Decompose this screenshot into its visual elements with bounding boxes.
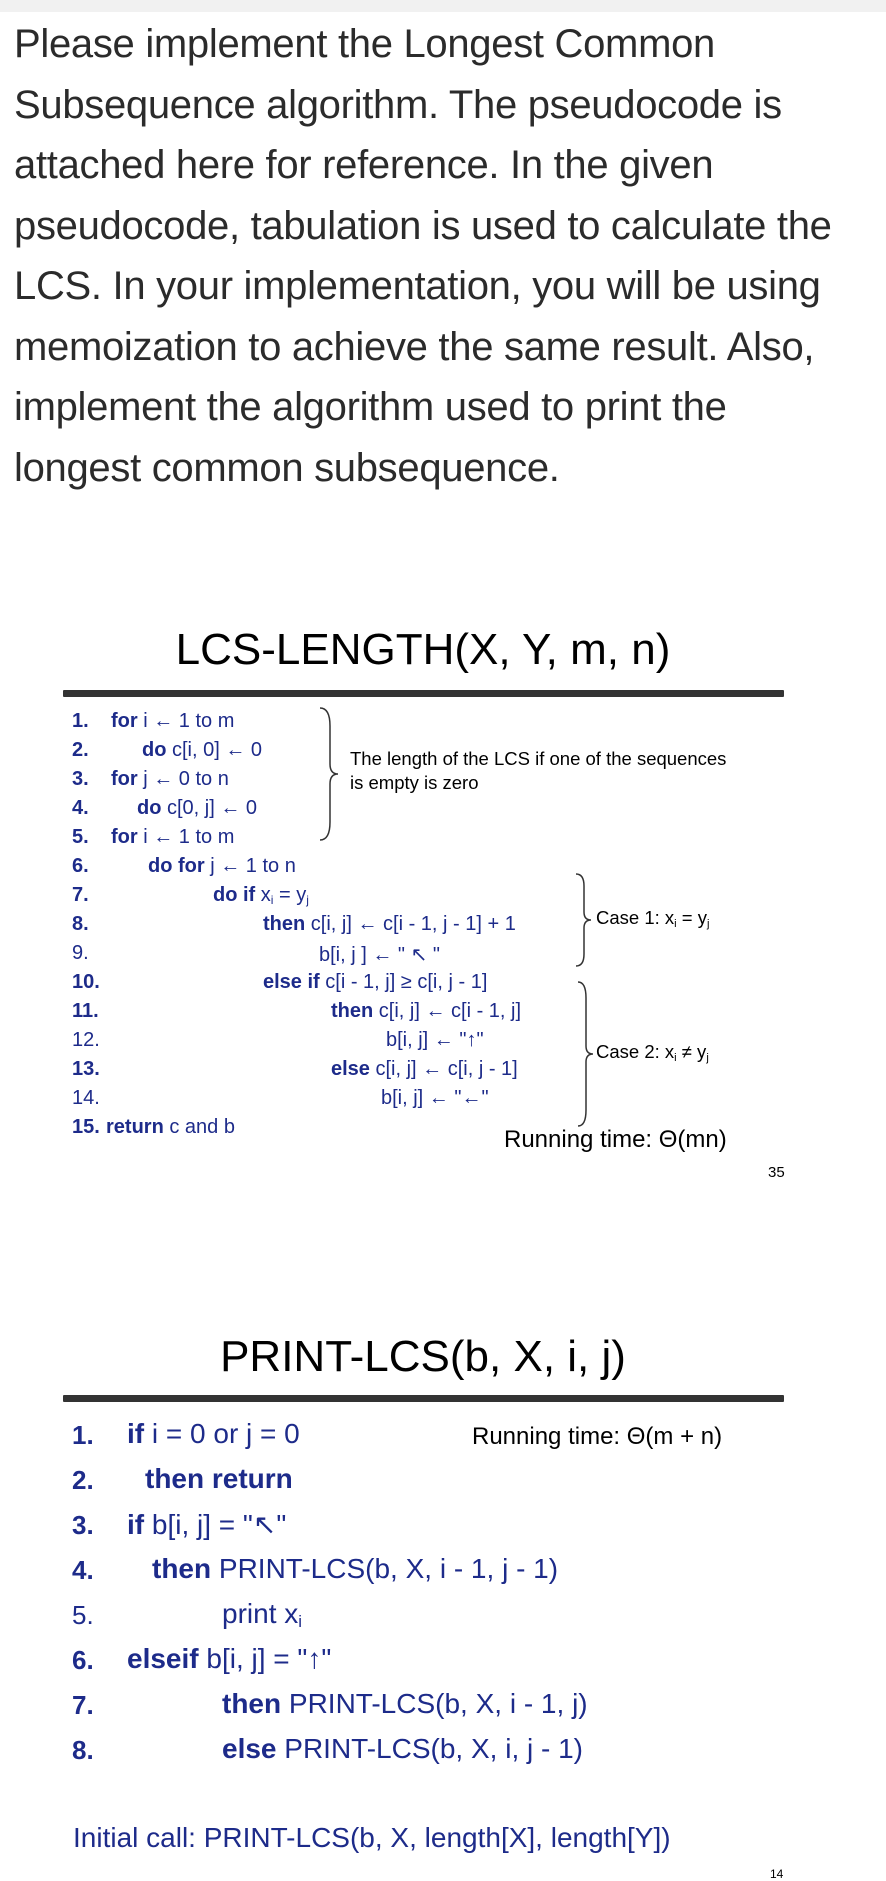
- line-number: 12.: [72, 1029, 100, 1051]
- slide-title: LCS-LENGTH(X, Y, m, n): [175, 625, 671, 674]
- line-number: 8.: [72, 913, 89, 935]
- brace-icon: [574, 872, 594, 968]
- line-number: 13.: [72, 1058, 100, 1080]
- brace-icon: [318, 706, 342, 842]
- line-number: 4.: [72, 1555, 94, 1585]
- line-number: 1.: [72, 1420, 94, 1450]
- line-number: 2.: [72, 739, 89, 761]
- line-number: 14.: [72, 1087, 100, 1109]
- page-number: 14: [770, 1867, 784, 1881]
- brace-icon: [576, 980, 596, 1128]
- code-line-2: do c[i, 0] ← 0: [142, 739, 263, 761]
- prompt-line: attached here for reference. In the given: [14, 143, 714, 187]
- code-line-3: if b[i, j] = "↖": [127, 1509, 287, 1540]
- prompt-line: pseudocode, tabulation is used to calculate the: [14, 203, 832, 248]
- code-line-5: for i ← 1 to m: [111, 826, 235, 848]
- code-line-8: else PRINT-LCS(b, X, i, j - 1): [222, 1733, 583, 1764]
- code-line-2: then return: [145, 1463, 293, 1494]
- code-line-14: b[i, j] ← "←": [381, 1087, 489, 1109]
- case-2-label: Case 2: $x_i \ne y_j$: [596, 1041, 709, 1064]
- title-rule: [63, 1395, 784, 1402]
- code-line-8: then c[i, j] ← c[i - 1, j - 1] + 1: [263, 913, 516, 935]
- line-number: 3.: [72, 768, 89, 790]
- line-number: 5.: [72, 826, 89, 848]
- prompt-line: implement the algorithm used to print the: [14, 385, 727, 429]
- lcs-length-slide: [0, 610, 886, 1190]
- line-number: 9.: [72, 942, 89, 964]
- title-rule: [63, 690, 784, 697]
- line-number: 6.: [72, 855, 89, 877]
- case-1-label: Case 1: $x_i = y_j$: [596, 907, 710, 930]
- line-number: 1.: [72, 710, 89, 732]
- code-line-7: then PRINT-LCS(b, X, i - 1, j): [222, 1688, 588, 1719]
- print-lcs-slide: [0, 1320, 886, 1881]
- line-number: 3.: [72, 1510, 94, 1540]
- empty-sequence-note: The length of the LCS if one of the sequences: [350, 748, 727, 769]
- prompt-text: [14, 14, 874, 498]
- running-time: Running time: Θ(m + n): [472, 1423, 723, 1450]
- line-number: 8.: [72, 1735, 94, 1765]
- prompt-line: memoization to achieve the same result. Also,: [14, 324, 815, 369]
- empty-sequence-note: is empty is zero: [350, 772, 479, 793]
- code-line-13: else c[i, j] ← c[i, j - 1]: [331, 1058, 518, 1080]
- code-line-10: else if c[i - 1, j] ≥ c[i, j - 1]: [263, 971, 488, 993]
- prompt-line: longest common subsequence.: [14, 445, 560, 490]
- prompt-line: LCS. In your implementation, you will be using: [14, 264, 821, 308]
- line-number: 4.: [72, 797, 89, 819]
- page-number: 35: [768, 1164, 785, 1181]
- initial-call: Initial call: PRINT-LCS(b, X, length[X], length[Y]): [73, 1822, 671, 1853]
- prompt-line: Please implement the Longest Common: [14, 22, 715, 66]
- code-line-9: b[i, j ] ← " ↖ ": [319, 944, 440, 966]
- line-number: 10.: [72, 971, 100, 993]
- code-line-11: then c[i, j] ← c[i - 1, j]: [331, 1000, 522, 1022]
- code-line-12: b[i, j] ← "↑": [386, 1029, 484, 1051]
- line-number: 2.: [72, 1465, 94, 1495]
- code-line-3: for j ← 0 to n: [111, 768, 229, 790]
- running-time: Running time: Θ(mn): [504, 1126, 727, 1153]
- code-line-1: for i ← 1 to m: [111, 710, 235, 732]
- top-bar: [0, 0, 886, 12]
- line-number: 11.: [72, 1000, 99, 1022]
- line-number: 15.: [72, 1116, 100, 1138]
- prompt-line: Subsequence algorithm. The pseudocode is: [14, 82, 782, 127]
- code-line-5: print $x_i$: [222, 1598, 302, 1632]
- code-line-6: elseif b[i, j] = "↑": [127, 1643, 332, 1674]
- code-line-15: return c and b: [106, 1116, 235, 1138]
- line-number: 5.: [72, 1600, 94, 1630]
- line-number: 6.: [72, 1645, 94, 1675]
- code-line-1: if i = 0 or j = 0: [127, 1418, 300, 1449]
- code-line-4: do c[0, j] ← 0: [137, 797, 258, 819]
- code-line-7: do if $x_i = y_j$: [213, 884, 309, 907]
- slide-title: PRINT-LCS(b, X, i, j): [220, 1332, 626, 1381]
- code-line-6: do for j ← 1 to n: [148, 855, 296, 877]
- code-line-4: then PRINT-LCS(b, X, i - 1, j - 1): [152, 1553, 559, 1584]
- line-number: 7.: [72, 884, 89, 906]
- line-number: 7.: [72, 1690, 94, 1720]
